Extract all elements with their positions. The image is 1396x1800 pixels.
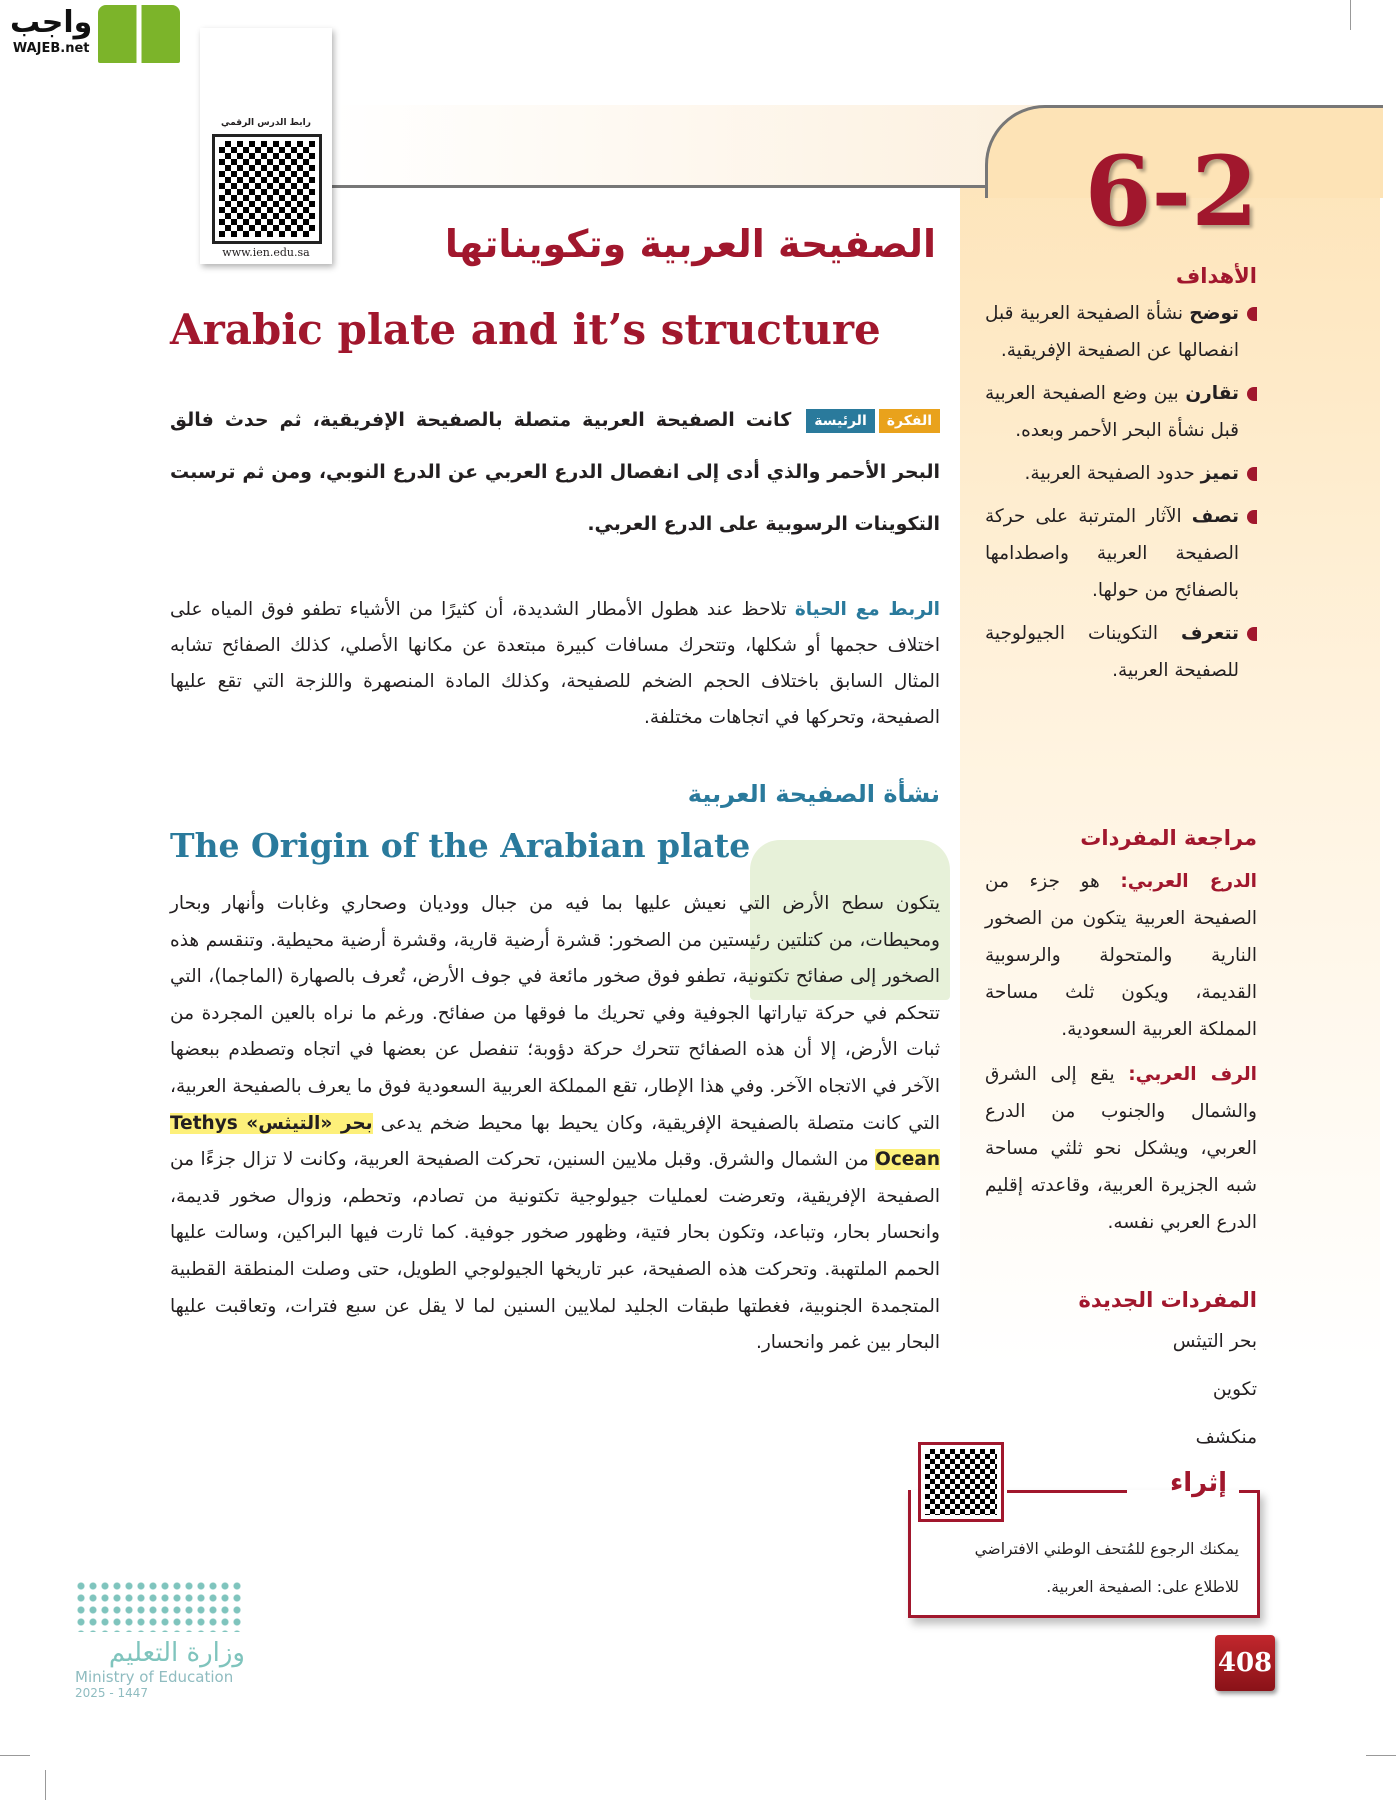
vocab-item: الدرع العربي: هو جزء من الصفيحة العربية يتكون من الصخور النارية والمتحولة والرسوبية القديمة، ويكون ثلث مساحة المملكة العربية السعودية. — [985, 871, 1257, 1040]
new-vocab: المفردات الجديدة بحر التيثس تكوين منكشف — [985, 1282, 1257, 1462]
vocab-item: الرف العربي: يقع إلى الشرق والشمال والجنوب من الدرع العربي، ويشكل نحو ثلثي مساحة شبه الجزيرة العربية، وقاعدته إقليم الدرع العربي نفسه. — [985, 1064, 1257, 1233]
digital-lesson-card[interactable]: رابط الدرس الرقمي www.ien.edu.sa — [200, 28, 332, 264]
crop-mark — [1366, 1755, 1396, 1756]
objective-item: تقارن بين وضع الصفيحة العربية قبل نشأة البحر الأحمر وبعده. — [985, 375, 1257, 449]
section-heading-ar: نشأة الصفيحة العربية — [687, 780, 940, 808]
page-number: 408 — [1215, 1635, 1275, 1691]
main-idea: الفكرةالرئيسة كانت الصفيحة العربية متصلة بالصفيحة الإفريقية، ثم حدث فالق البحر الأحمر والذي أدى إلى انفصال الدرع العربي عن الدرع النوبي، ومن ثم ترسبت التكوينات الرسوبية على الدرع العربي. — [170, 409, 940, 535]
book-icon — [98, 5, 180, 63]
section-heading-en: The Origin of the Arabian plate — [170, 826, 751, 865]
life-link: الربط مع الحياة تلاحظ عند هطول الأمطار الشديدة، أن كثيرًا من الأشياء تطفو فوق المياه على اختلاف حجمها أو شكلها، وتتحرك مسافات كبيرة مبتعدة عن مكانها الأصلي، كذلك الصفائح تشابه المثال السابق باختلاف الحجم الضخم للصفيحة، وكذلك المادة المنصهرة واللزجة التي تقع عليها الصفيحة، وتحركها في اتجاهات مختلفة. — [170, 599, 940, 728]
tethys-highlight: بحر «التيثس» Tethys Ocean — [170, 1112, 940, 1171]
lesson-title-en: Arabic plate and it’s structure — [170, 305, 881, 354]
section-body: يتكون سطح الأرض التي نعيش عليها بما فيه من جبال ووديان وصحاري وغابات وأنهار وبحار ومحيطات، من كتلتين رئيستين من الصخور: قشرة أرضية قارية، وقشرة أرضية محيطية. وتنقسم هذه الصخور إلى صفائح تكتونية، تطفو فوق صخور مائعة في جوف الأرض، تُعرف بالصهارة (الماجما)، التي تتحكم في حركة تياراتها الجوفية وفي تحريك ما فوقها من صفائح. ورغم ما نراه بالعين المجردة من ثبات الأرض، إلا أن هذه الصفائح تتحرك حركة دؤوبة؛ تنفصل عن بعضها في اتجاه وتصطدم ببعضها الآخر في الاتجاه الآخر. وفي هذا الإطار، تقع المملكة العربية السعودية فوق ما يعرف بالصفيحة العربية، التي كانت متصلة بالصفيحة الإفريقية، وكان يحيط بها محيط ضخم يدعى بحر «التيثس» Tethys Ocean من الشمال والشرق. وقبل ملايين السنين، تحركت الصفيحة العربية، وكانت لا تزال جزءًا من الصفيحة الإفريقية، وتعرضت لعمليات جيولوجية تكتونية من تصادم، وتحطم، وزوال صخور قديمة، وانحسار بحار، وتباعد، وتكون بحار فتية، وظهور صخور جوفية. كما ثارت فيها البراكين، وسالت عليها الحمم الملتهبة. وتحركت هذه الصفيحة، عبر تاريخها الجيولوجي الطويل، حتى وصلت المنطقة القطبية المتجمدة الجنوبية، فغطتها طبقات الجليد لملايين السنين لما لا يقل عن سبع فترات، وتعاقبت عليها البحار بين غمر وانحسار. — [170, 893, 940, 1354]
new-vocab-item: بحر التيثس — [1172, 1331, 1257, 1352]
crop-mark — [0, 1755, 30, 1756]
objective-item: تتعرف التكوينات الجيولوجية للصفيحة العربية. — [985, 615, 1257, 689]
main-idea-badge: الرئيسة — [806, 409, 874, 433]
enrichment-qr-code[interactable] — [918, 1442, 1004, 1522]
ministry-dots-icon — [75, 1580, 245, 1632]
lesson-title-ar: الصفيحة العربية وتكويناتها — [444, 222, 936, 266]
objective-item: تميز حدود الصفيحة العربية. — [985, 455, 1257, 492]
ministry-logo: وزارة التعليم Ministry of Education 2025 - 1447 — [75, 1580, 255, 1700]
crop-mark — [1350, 0, 1351, 30]
qr-code[interactable] — [212, 134, 322, 244]
lesson-number: 6-2 — [1084, 135, 1258, 248]
enrichment-heading: إثراء — [1169, 1468, 1227, 1498]
objectives: الأهداف توضح نشأة الصفيحة العربية قبل انفصالها عن الصفيحة الإفريقية. تقارن بين وضع الصفيحة العربية قبل نشأة البحر الأحمر وبعده. تميز حدود الصفيحة العربية. تصف الآثار المترتبة على حركة الصفيحة العربية واصطدامها بالصفائح من حولها. تتعرف التكوينات الجيولوجية للصفيحة العربية. — [985, 258, 1257, 695]
enrichment-box: إثراء يمكنك الرجوع للمُتحف الوطني الافتراضي للاطلاع على: الصفيحة العربية. — [908, 1490, 1260, 1618]
vocab-review: مراجعة المفردات الدرع العربي: هو جزء من الصفيحة العربية يتكون من الصخور النارية والمتحولة والرسوبية القديمة، ويكون ثلث مساحة المملكة العربية السعودية. الرف العربي: يقع إلى الشرق والشمال والجنوب من الدرع العربي، ويشكل نحو ثلثي مساحة شبه الجزيرة العربية، وقاعدته إقليم الدرع العربي نفسه. — [985, 820, 1257, 1241]
new-vocab-item: تكوين — [1212, 1379, 1257, 1400]
objective-item: تصف الآثار المترتبة على حركة الصفيحة العربية واصطدامها بالصفائح من حولها. — [985, 498, 1257, 609]
objective-item: توضح نشأة الصفيحة العربية قبل انفصالها عن الصفيحة الإفريقية. — [985, 295, 1257, 369]
wajeb-logo: واجب WAJEB.net — [10, 5, 180, 63]
crop-mark — [45, 1770, 46, 1800]
new-vocab-item: منكشف — [1195, 1427, 1257, 1448]
main-idea-badge: الفكرة — [879, 409, 940, 433]
